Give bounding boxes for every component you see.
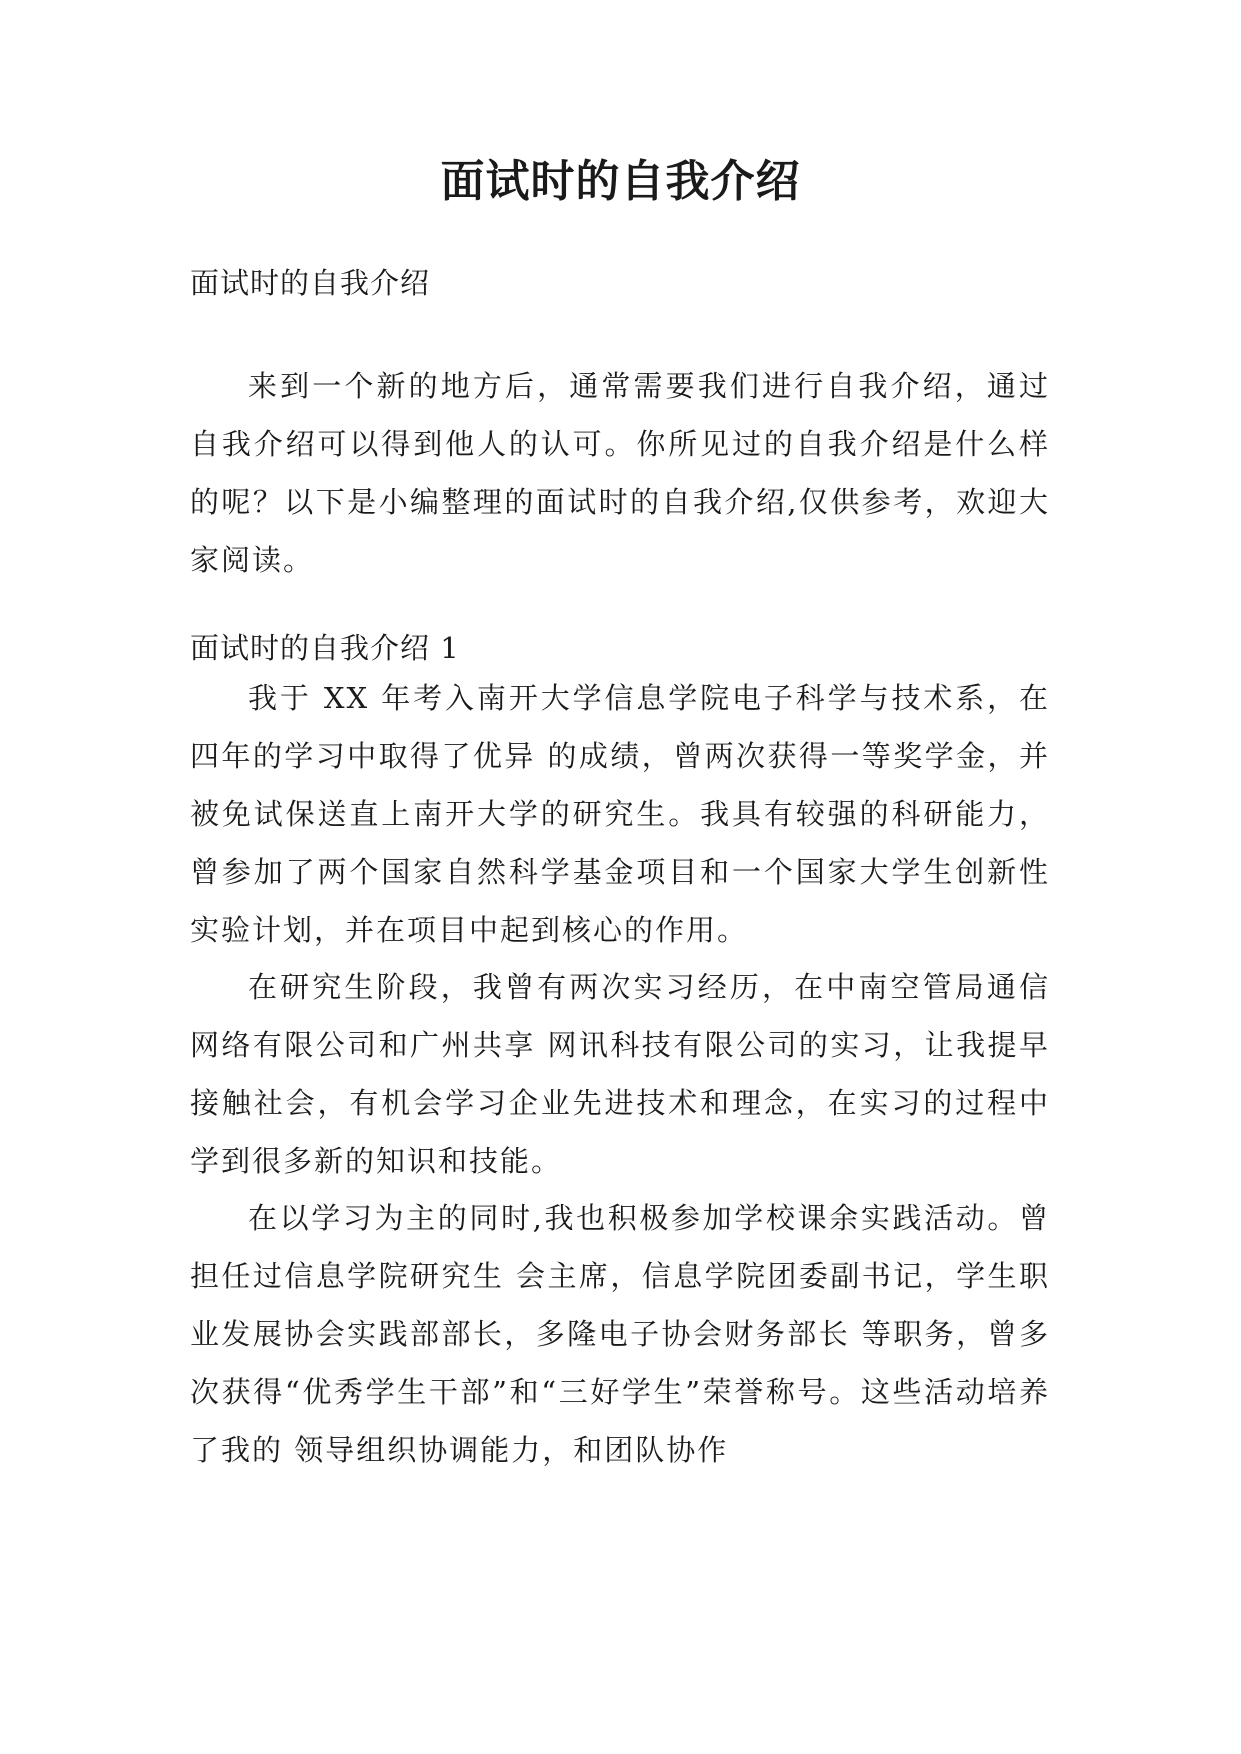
document-title: 面试时的自我介绍 <box>440 156 801 207</box>
section-1-paragraph-2: 在研究生阶段，我曾有两次实习经历，在中南空管局通信网络有限公司和广州共享 网讯科技有限公司的实习，让我提早接触社会，有机会学习企业先进技术和理念，在实习的过程中学到很多新的知识和技能。 <box>190 970 1050 1178</box>
section-1-heading: 面试时的自我介绍 1 <box>190 631 460 665</box>
intro-paragraph: 来到一个新的地方后，通常需要我们进行自我介绍，通过自我介绍可以得到他人的认可。你所见过的自我介绍是什么样的呢？以下是小编整理的面试时的自我介绍,仅供参考，欢迎大家阅读。 <box>190 369 1050 577</box>
section-1-paragraph-3: 在以学习为主的同时,我也积极参加学校课余实践活动。曾担任过信息学院研究生 会主席，信息学院团委副书记，学生职业发展协会实践部部长，多隆电子协会财务部长 等职务，曾多次获得“优秀学生干部”和“三好学生”荣誉称号。这些活动培养了我的 领导组织协调能力，和团队协作 <box>190 1201 1050 1467</box>
document-subtitle: 面试时的自我介绍 <box>190 266 431 300</box>
section-1-paragraph-1: 我于 XX 年考入南开大学信息学院电子科学与技术系，在四年的学习中取得了优异 的成绩，曾两次获得一等奖学金，并被免试保送直上南开大学的研究生。我具有较强的科研能力，曾参加了两个国家自然科学基金项目和一个国家大学生创新性实验计划，并在项目中起到核心的作用。 <box>190 681 1050 947</box>
